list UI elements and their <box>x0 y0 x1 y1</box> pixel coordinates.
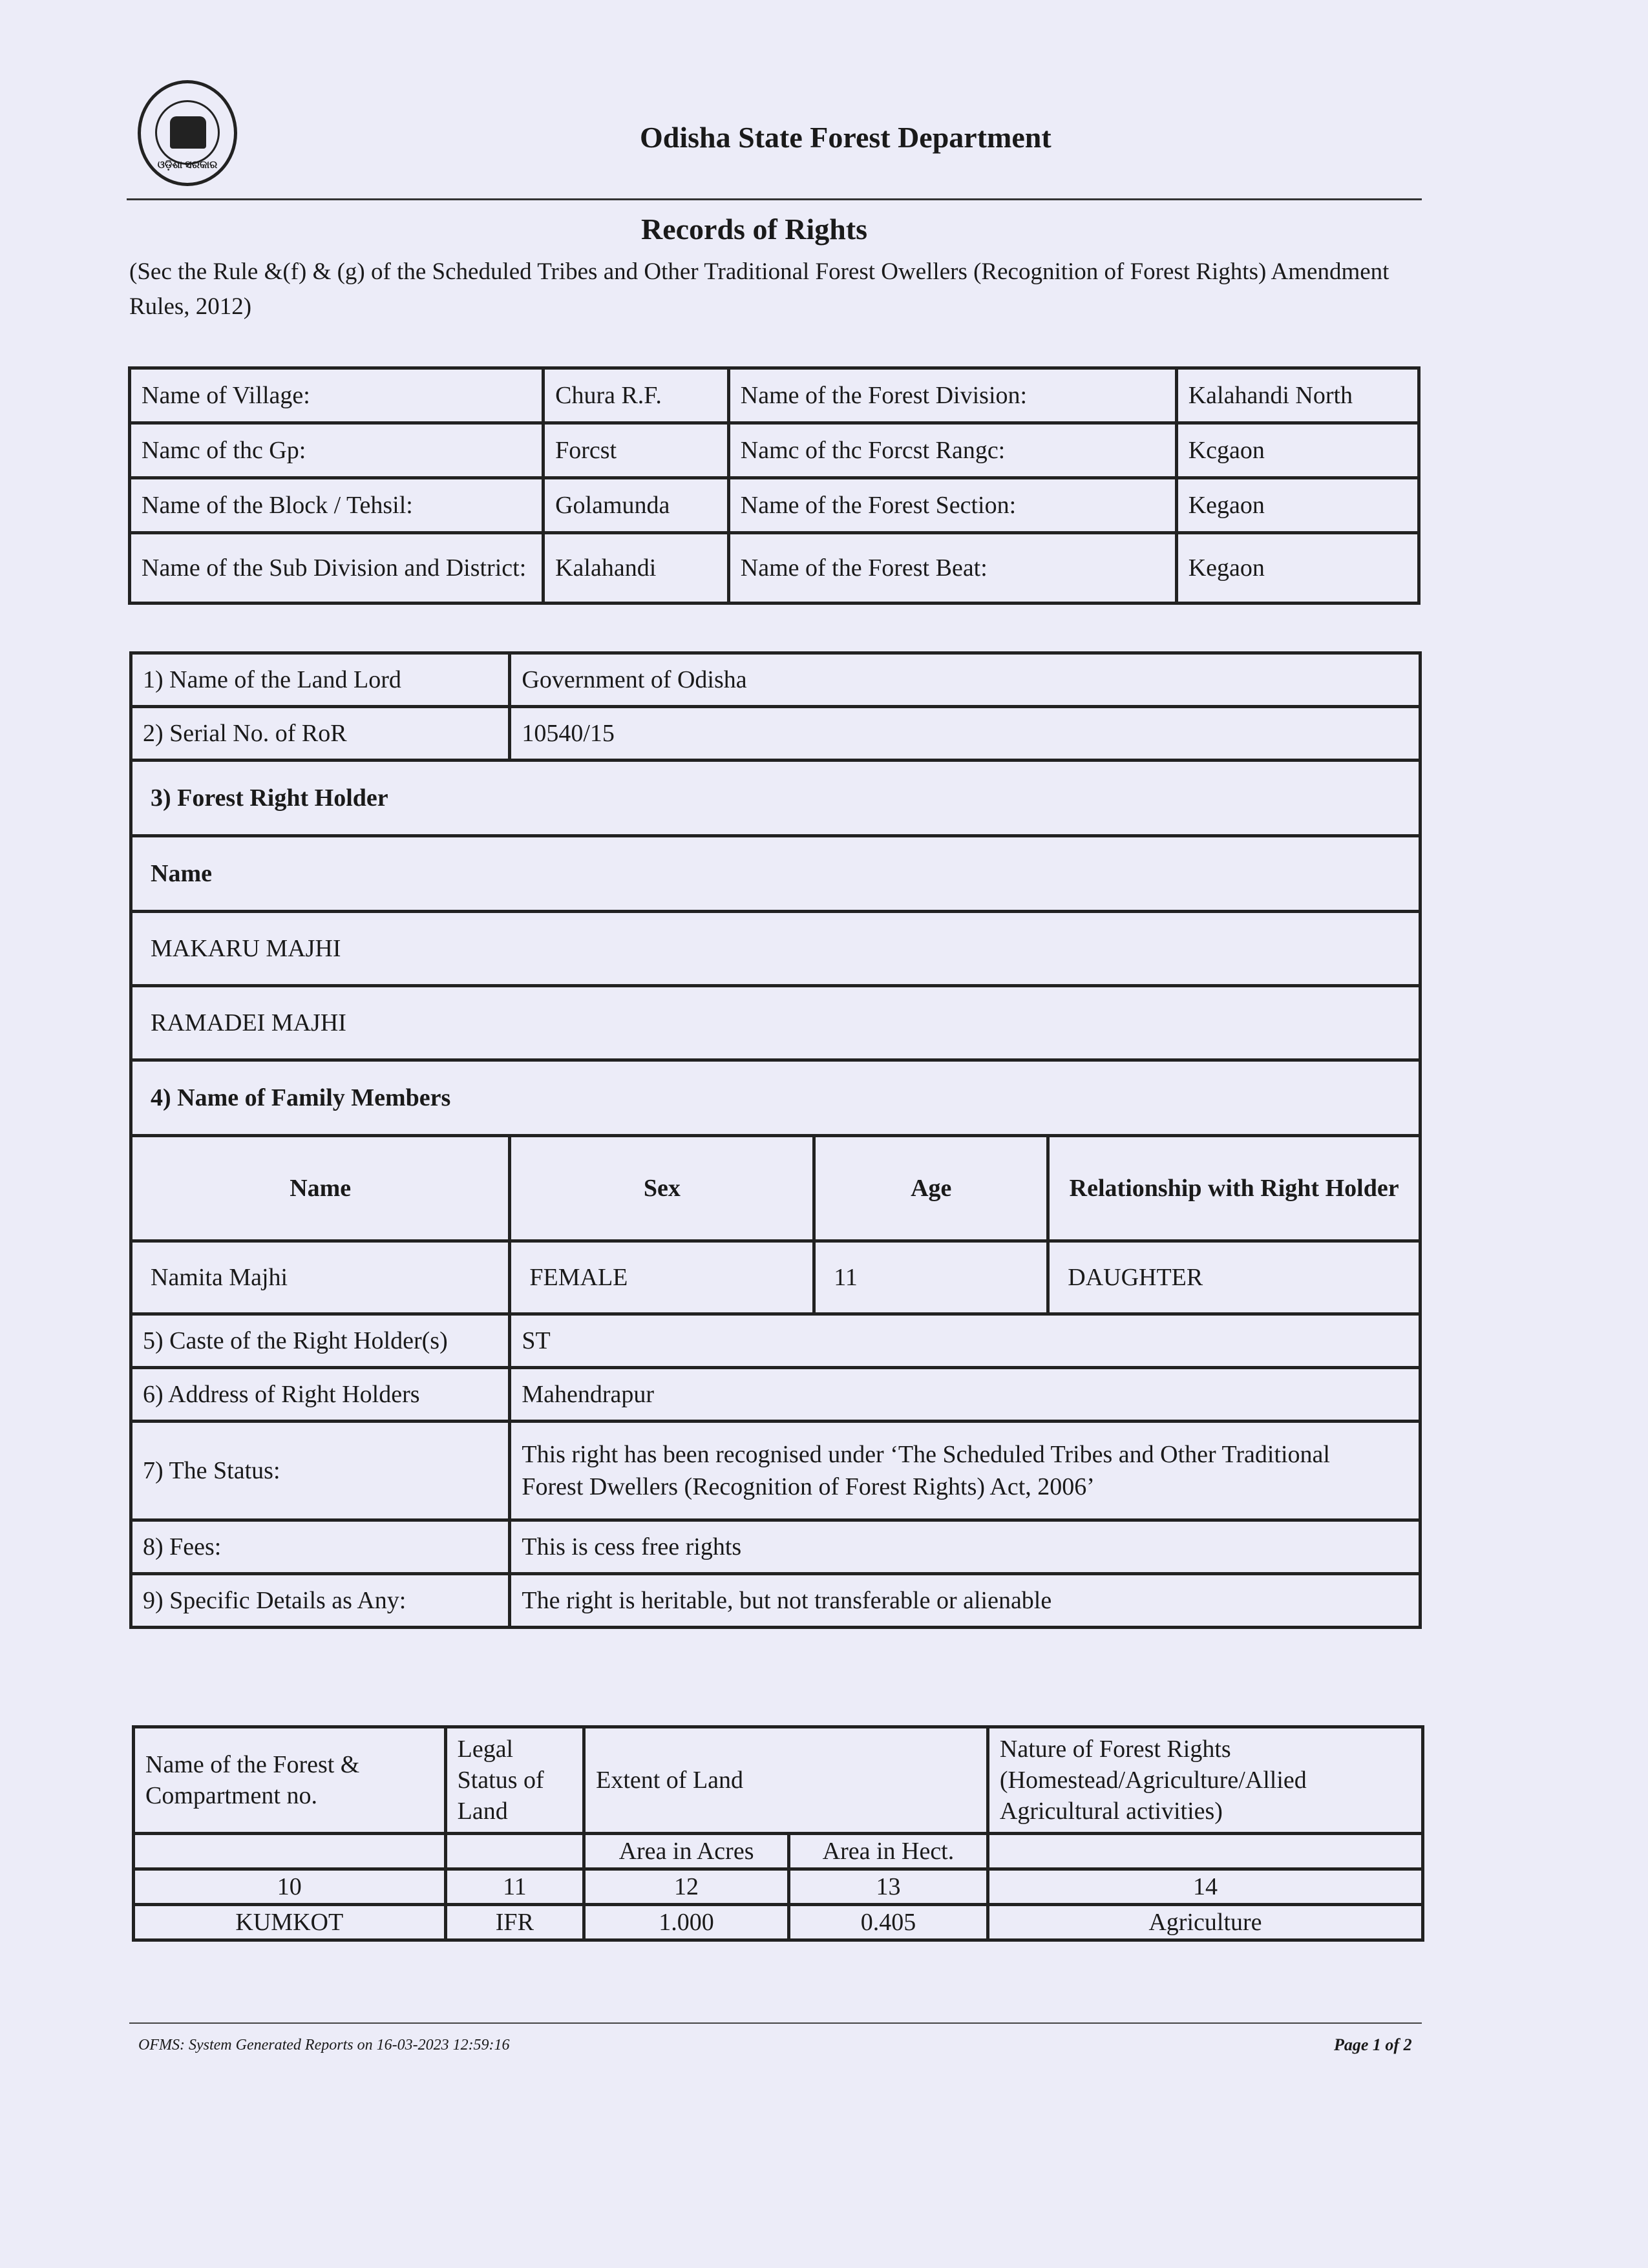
land-subheader-empty-1 <box>134 1834 446 1869</box>
section-label: Name of the Forest Section: <box>728 478 1176 533</box>
gp-value: Forcst <box>544 423 729 478</box>
family-heading: 4) Name of Family Members <box>131 1060 1421 1136</box>
department-name: Odisha State Forest Department <box>640 121 1051 154</box>
holder-name-heading: Name <box>131 836 1421 912</box>
division-value: Kalahandi North <box>1176 368 1419 423</box>
family-member-name: Namita Majhi <box>131 1241 510 1314</box>
family-member-sex: FEMALE <box>510 1241 814 1314</box>
range-value: Kcgaon <box>1176 423 1419 478</box>
family-col-name: Name <box>131 1136 510 1241</box>
land-table <box>132 1725 1424 1942</box>
land-col-legal: Legal Status of Land <box>445 1727 584 1834</box>
header-divider <box>127 198 1422 200</box>
beat-value: Kegaon <box>1176 533 1419 604</box>
land-col-number-12: 12 <box>584 1869 789 1905</box>
land-col-hect: Area in Hect. <box>788 1834 988 1869</box>
seal-inner-ring <box>155 100 220 165</box>
fees-label: 8) Fees: <box>131 1520 510 1574</box>
village-label: Name of Village: <box>130 368 544 423</box>
status-value <box>510 1422 1421 1520</box>
status-text-line2: Forest Dwellers (Recognition of Forest Rights) Act, 2006’ <box>522 1473 1095 1500</box>
caste-label: 5) Caste of the Right Holder(s) <box>131 1314 510 1368</box>
family-member-age: 11 <box>814 1241 1048 1314</box>
landlord-value: Government of Odisha <box>510 653 1421 707</box>
land-forest-value: KUMKOT <box>134 1905 446 1940</box>
family-col-relationship: Relationship with Right Holder <box>1048 1136 1421 1241</box>
fees-value: This is cess free rights <box>510 1520 1421 1574</box>
land-legal-value: IFR <box>445 1905 584 1940</box>
holder-name-1: MAKARU MAJHI <box>131 912 1421 986</box>
ror-details-table <box>129 651 1422 1629</box>
land-col-forest: Name of the Forest & Compartment no. <box>134 1727 446 1834</box>
land-acres-value: 1.000 <box>584 1905 789 1940</box>
table-row <box>131 1241 1421 1314</box>
range-label: Namc of thc Forcst Rangc: <box>728 423 1176 478</box>
location-table <box>128 366 1421 605</box>
details-label: 9) Specific Details as Any: <box>131 1574 510 1628</box>
holder-heading: 3) Forest Right Holder <box>131 761 1421 836</box>
subdiv-label: Name of the Sub Division and District: <box>130 533 544 604</box>
family-member-relation: DAUGHTER <box>1048 1241 1421 1314</box>
land-col-extent: Extent of Land <box>584 1727 988 1834</box>
beat-label: Name of the Forest Beat: <box>728 533 1176 604</box>
family-col-sex: Sex <box>510 1136 814 1241</box>
block-value: Golamunda <box>544 478 729 533</box>
land-hect-value: 0.405 <box>788 1905 988 1940</box>
seal-text: ଓଡ଼ିଶା ସରକାର <box>157 160 218 171</box>
land-col-acres: Area in Acres <box>584 1834 789 1869</box>
division-label: Name of the Forest Division: <box>728 368 1176 423</box>
footer-page-number: Page 1 of 2 <box>1334 2035 1412 2054</box>
footer-divider <box>129 2022 1422 2024</box>
land-subheader-empty-2 <box>445 1834 584 1869</box>
caste-value: ST <box>510 1314 1421 1368</box>
land-col-number-13: 13 <box>788 1869 988 1905</box>
land-col-number-10: 10 <box>134 1869 446 1905</box>
footer-generated: OFMS: System Generated Reports on 16-03-2023 12:59:16 <box>138 2037 510 2053</box>
land-col-nature: Nature of Forest Rights (Homestead/Agriculture/Allied Agricultural activities) <box>988 1727 1422 1834</box>
section-value: Kegaon <box>1176 478 1419 533</box>
status-text-line1: This right has been recognised under ‘The Scheduled Tribes and Other Traditional <box>522 1441 1330 1468</box>
subdiv-value: Kalahandi <box>544 533 729 604</box>
family-col-age: Age <box>814 1136 1048 1241</box>
holder-name-2: RAMADEI MAJHI <box>131 986 1421 1060</box>
address-value: Mahendrapur <box>510 1368 1421 1422</box>
seal-emblem-icon <box>170 116 206 149</box>
document-subtitle: (Sec the Rule &(f) & (g) of the Scheduled Tribes and Other Traditional Forest Owellers (Recognition of Forest Rights) Amendment Rules, 2012) <box>129 258 1389 320</box>
land-col-number-11: 11 <box>445 1869 584 1905</box>
block-label: Name of the Block / Tehsil: <box>130 478 544 533</box>
landlord-label: 1) Name of the Land Lord <box>131 653 510 707</box>
land-subheader-empty-3 <box>988 1834 1422 1869</box>
table-row <box>134 1905 1423 1940</box>
document-title: Records of Rights <box>641 213 868 246</box>
status-label: 7) The Status: <box>131 1422 510 1520</box>
serial-label: 2) Serial No. of RoR <box>131 707 510 761</box>
land-col-number-14: 14 <box>988 1869 1422 1905</box>
village-value: Chura R.F. <box>544 368 729 423</box>
land-nature-value: Agriculture <box>988 1905 1422 1940</box>
serial-value: 10540/15 <box>510 707 1421 761</box>
gp-label: Namc of thc Gp: <box>130 423 544 478</box>
details-value: The right is heritable, but not transferable or alienable <box>510 1574 1421 1628</box>
odisha-govt-seal <box>138 80 237 186</box>
address-label: 6) Address of Right Holders <box>131 1368 510 1422</box>
